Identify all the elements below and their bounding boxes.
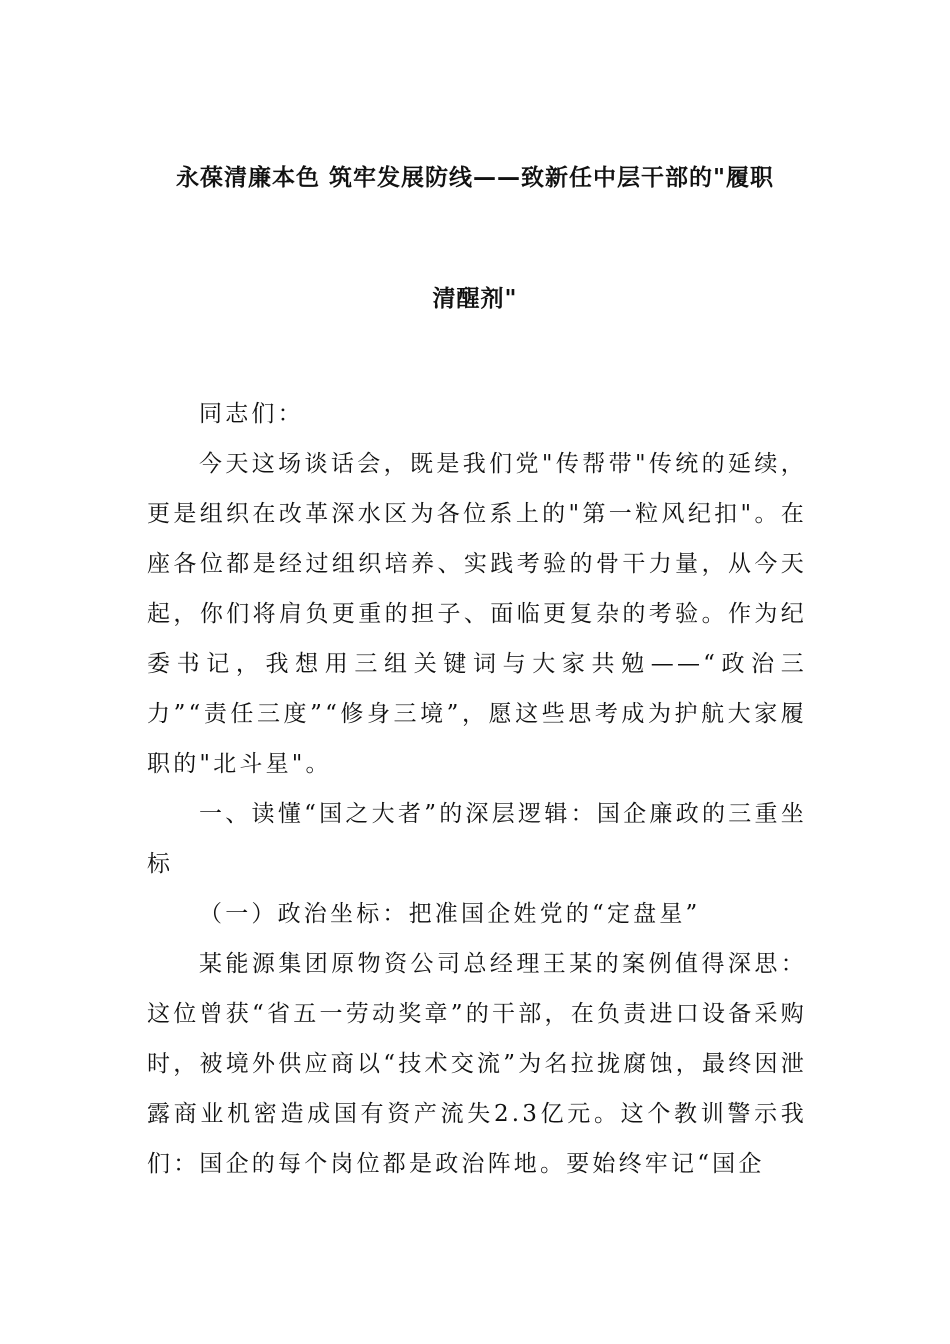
document-body — [147, 389, 807, 1189]
body-paragraph: 某能源集团原物资公司总经理王某的案例值得深思：这位曾获“省五一劳动奖章”的干部，在负责进口设备采购时，被境外供应商以“技术交流”为名拉拢腐蚀，最终因泄露商业机密造成国有资产流失2.3亿元。这个教训警示我们：国企的每个岗位都是政治阵地。要始终牢记“国企 — [147, 951, 807, 1177]
salutation-paragraph: 同志们： — [199, 401, 304, 427]
document-title-line-2: 清醒剂" — [432, 286, 518, 312]
document-title-line-1: 永葆清廉本色 筑牢发展防线——致新任中层干部的"履职 — [176, 165, 774, 191]
body-paragraph: 今天这场谈话会，既是我们党"传帮带"传统的延续，更是组织在改革深水区为各位系上的"第一粒风纪扣"。在座各位都是经过组织培养、实践考验的骨干力量，从今天起，你们将肩负更重的担子、面临更复杂的考验。作为纪委书记，我想用三组关键词与大家共勉——“政治三力”“责任三度”“修身三境”，愿这些思考成为护航大家履职的"北斗星"。 — [147, 451, 807, 777]
section-heading: 一、读懂“国之大者”的深层逻辑：国企廉政的三重坐标 — [147, 801, 807, 877]
subsection-heading: （一）政治坐标：把准国企姓党的“定盘星” — [199, 901, 701, 927]
